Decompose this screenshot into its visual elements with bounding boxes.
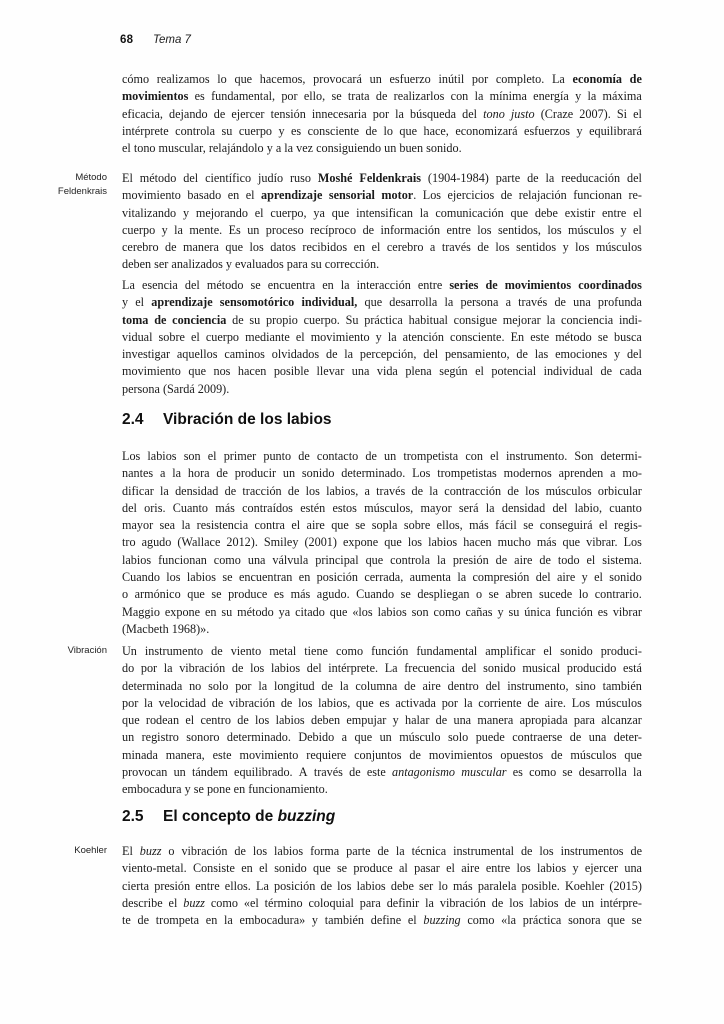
text-line: La esencia del método se encuentra en la interacción entre series de movimientos coordinados (122, 278, 642, 292)
text-line: que rodean el centro de los labios deben empujar y halar de una manera apropiada para alcanzar (122, 713, 642, 728)
text-line: Los labios son el primer punto de contacto de un trompetista con el instrumento. Son determi- (122, 449, 642, 463)
section-heading-2-4 (122, 410, 642, 430)
paragraph-esencia-metodo (122, 277, 642, 398)
text-line: provocan un tándem equilibrado. A través de este antagonismo muscular es como se desarrolla la (122, 765, 642, 780)
text-line: cuerpo y la mente. Es un proceso recíproco de información entre los sentidos, los músculos y el (122, 222, 642, 237)
margin-note-vibracion (28, 644, 107, 658)
text-line: Método (75, 172, 107, 183)
text-line: mayor sea la resistencia contra el aire que se sopla sobre ellos, más fácil se conseguirá el regis- (122, 518, 642, 533)
paragraph-instrumento-viento-metal (122, 643, 642, 799)
text-line: un registro sonoro determinado. Debido a que un músculo solo puede contraerse de una deter- (122, 730, 642, 745)
chapter-title: Tema 7 (153, 34, 191, 46)
text-line: cerebro de manera que los datos recibidos en el cerebro a través de los sentidos y los músculos (122, 240, 642, 255)
section-title: Vibración de los labios (163, 411, 332, 428)
text-line: cierta presión entre ellos. La posición de los labios debe ser lo más paralela posible. Koehler (2015) (122, 878, 642, 893)
page-header (120, 33, 191, 47)
paragraph-metodo-feldenkrais (122, 170, 642, 274)
text-line: viento-metal. Consiste en el sonido que se produce al pasar el aire entre los labios y ejercer una (122, 861, 642, 876)
text-line: vidual sobre el cuerpo mediante el movimiento y la atención consciente. En este método se busca (122, 329, 642, 344)
text-line: persona (Sardá 2009). (122, 381, 230, 396)
margin-note-koehler (28, 844, 107, 858)
page-number: 68 (120, 34, 134, 46)
text-line: o armónico que se produce es más agudo. Cuando se despliegan o se abren sucede lo contrario. (122, 587, 642, 602)
text-line: Vibración (67, 645, 107, 656)
text-line: el tono muscular, relajándolo y a la vez consiguiendo un buen sonido. (122, 141, 462, 156)
text-line: Koehler (74, 845, 107, 856)
text-line: te de trompeta en la embocadura» y también define el buzzing como «la práctica sonora que se (122, 913, 642, 928)
text-line: deben ser analizados y evaluados para su corrección. (122, 257, 380, 272)
paragraph-economia-movimientos (122, 71, 642, 157)
text-line: dificar la densidad de tracción de los labios, a través de la contracción de los músculos orbicular (122, 483, 642, 498)
section-heading-2-5 (122, 807, 642, 827)
text-line: do por la vibración de los labios del intérprete. La frecuencia del sonido musical producido está (122, 661, 642, 676)
text-line: cómo realizamos lo que hacemos, provocará un esfuerzo inútil por completo. La economía de (122, 72, 642, 86)
section-title: El concepto de buzzing (163, 808, 336, 825)
margin-note-metodo-feldenkrais (28, 171, 107, 198)
paragraph-concepto-buzzing (122, 843, 642, 929)
paragraph-vibracion-labios (122, 448, 642, 638)
text-line: tro agudo (Wallace 2012). Smiley (2001) expone que los labios hacen mucho más que vibrar. Los (122, 535, 642, 550)
text-line: por la velocidad de vibración de los labios, que es activada por la corriente de aire. Los músculos (122, 695, 642, 710)
section-number: 2.4 (122, 411, 144, 428)
text-line: del oris. Cuanto más contraídos estén estos músculos, mayor será la densidad del labio, cuanto (122, 500, 642, 515)
text-line: eficacia, dejando de ejercer tensión innecesaria por la búsqueda del tono justo (Craze 2007). Si el (122, 106, 642, 121)
text-line: labios funcionan como una válvula principal que controla la presión de aire de todo el sistema. (122, 552, 642, 567)
text-line: nantes a la hora de producir un sonido determinado. Los trompetistas modernos aprenden a mo- (122, 466, 642, 481)
text-line: investigar aquellos caminos olvidados de la percepción, del pensamiento, de las emociones y del (122, 347, 642, 362)
text-line: intérprete controla su cuerpo y es consciente de lo que hace, economizará esfuerzos y equilibrará (122, 123, 642, 138)
text-line: Feldenkrais (57, 185, 107, 197)
section-number: 2.5 (122, 808, 144, 825)
text-line: describe el buzz como «el término coloquial para definir la vibración de los labios de un intérpre- (122, 895, 642, 910)
text-line: Un instrumento de viento metal tiene como función fundamental amplificar el sonido produci- (122, 644, 642, 658)
text-line: embocadura y se pone en funcionamiento. (122, 782, 328, 797)
text-line: movimiento que nos hacen posible llevar una vida plena según el potencial individual de cada (122, 364, 642, 379)
text-line: vitalizando y mejorando el cuerpo, ya que intensifican la comunicación que debe existir entre el (122, 205, 642, 220)
text-line: movimiento basado en el aprendizaje sensorial motor. Los ejercicios de relajación funcionan re- (122, 188, 642, 203)
text-line: y el aprendizaje sensomotórico individual, que desarrolla la persona a través de una profunda (122, 295, 642, 310)
text-line: toma de conciencia de su propio cuerpo. Su práctica habitual consigue mejorar la conciencia indi- (122, 312, 642, 327)
text-line: movimientos es fundamental, por ello, se trata de realizarlos con la mínima energía y la máxima (122, 89, 642, 104)
text-line: determinada no solo por la longitud de la columna de aire dentro del instrumento, sino también (122, 678, 642, 693)
text-line: minada manera, este movimiento requiere conjuntos de movimientos opuestos de músculos que (122, 747, 642, 762)
text-line: El método del científico judío ruso Moshé Feldenkrais (1904-1984) parte de la reeducación del (122, 171, 642, 185)
text-line: (Macbeth 1968)». (122, 621, 210, 636)
text-line: Cuando los labios se encuentran en posición cerrada, aumenta la compresión del aire y el sonido (122, 570, 642, 585)
text-line: El buzz o vibración de los labios forma parte de la técnica instrumental de los instrumentos de (122, 844, 642, 858)
text-line: Maggio expone en su método ya citado que «los labios son como cañas y su única función es vibrar (122, 604, 642, 619)
